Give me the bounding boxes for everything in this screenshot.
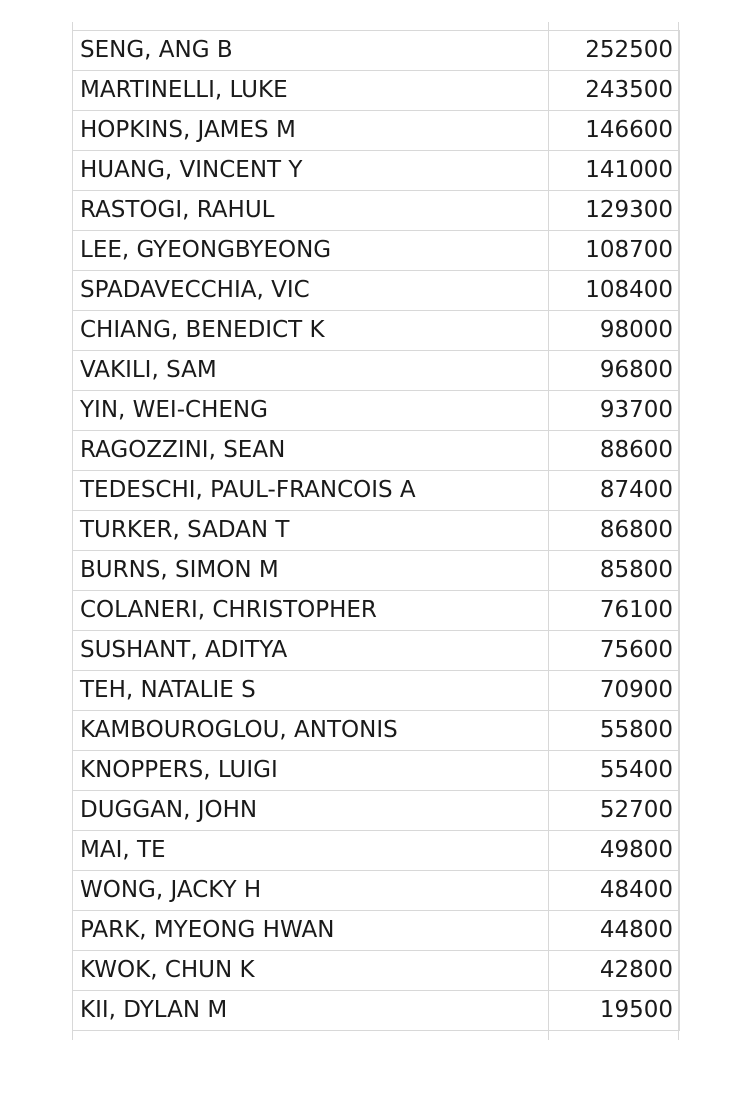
table-row: [73, 431, 680, 471]
table-row: [73, 71, 680, 111]
amount-cell[interactable]: 86800: [549, 511, 680, 551]
amount-cell[interactable]: 141000: [549, 151, 680, 191]
name-cell[interactable]: MARTINELLI, LUKE: [73, 71, 549, 111]
name-cell[interactable]: BURNS, SIMON M: [73, 551, 549, 591]
table-row: [73, 111, 680, 151]
name-cell[interactable]: HOPKINS, JAMES M: [73, 111, 549, 151]
amount-cell[interactable]: 146600: [549, 111, 680, 151]
name-cell[interactable]: VAKILI, SAM: [73, 351, 549, 391]
amount-cell[interactable]: 48400: [549, 871, 680, 911]
name-cell[interactable]: LEE, GYEONGBYEONG: [73, 231, 549, 271]
table-row: [73, 991, 680, 1031]
table-row: [73, 791, 680, 831]
name-cell[interactable]: KNOPPERS, LUIGI: [73, 751, 549, 791]
name-cell[interactable]: WONG, JACKY H: [73, 871, 549, 911]
amount-cell[interactable]: 75600: [549, 631, 680, 671]
amount-cell[interactable]: 52700: [549, 791, 680, 831]
name-cell[interactable]: TURKER, SADAN T: [73, 511, 549, 551]
table-row: [73, 511, 680, 551]
name-cell[interactable]: SPADAVECCHIA, VIC: [73, 271, 549, 311]
table-row: [73, 351, 680, 391]
name-cell[interactable]: SENG, ANG B: [73, 31, 549, 71]
name-cell[interactable]: SUSHANT, ADITYA: [73, 631, 549, 671]
table-row: [73, 631, 680, 671]
amount-cell[interactable]: 55400: [549, 751, 680, 791]
amount-cell[interactable]: 96800: [549, 351, 680, 391]
name-cell[interactable]: TEH, NATALIE S: [73, 671, 549, 711]
amount-cell[interactable]: 108700: [549, 231, 680, 271]
table-row: [73, 271, 680, 311]
amount-cell[interactable]: 55800: [549, 711, 680, 751]
amount-cell[interactable]: 243500: [549, 71, 680, 111]
amount-cell[interactable]: 87400: [549, 471, 680, 511]
table-row: [73, 471, 680, 511]
name-cell[interactable]: TEDESCHI, PAUL-FRANCOIS A: [73, 471, 549, 511]
name-cell[interactable]: RASTOGI, RAHUL: [73, 191, 549, 231]
name-cell[interactable]: MAI, TE: [73, 831, 549, 871]
amount-cell[interactable]: 98000: [549, 311, 680, 351]
table-row: [73, 551, 680, 591]
name-cell[interactable]: KII, DYLAN M: [73, 991, 549, 1031]
table-row: [73, 31, 680, 71]
table-row: [73, 671, 680, 711]
amount-cell[interactable]: 85800: [549, 551, 680, 591]
table-body: [73, 31, 680, 1031]
name-cell[interactable]: KAMBOUROGLOU, ANTONIS: [73, 711, 549, 751]
amount-cell[interactable]: 108400: [549, 271, 680, 311]
name-cell[interactable]: COLANERI, CHRISTOPHER: [73, 591, 549, 631]
name-cell[interactable]: YIN, WEI-CHENG: [73, 391, 549, 431]
table-row: [73, 871, 680, 911]
name-cell[interactable]: RAGOZZINI, SEAN: [73, 431, 549, 471]
name-cell[interactable]: PARK, MYEONG HWAN: [73, 911, 549, 951]
amount-cell[interactable]: 42800: [549, 951, 680, 991]
table-row: [73, 711, 680, 751]
amount-cell[interactable]: 129300: [549, 191, 680, 231]
amount-cell[interactable]: 49800: [549, 831, 680, 871]
table-row: [73, 751, 680, 791]
data-table: [72, 30, 680, 1031]
spreadsheet-grid: [72, 22, 680, 1040]
name-cell[interactable]: HUANG, VINCENT Y: [73, 151, 549, 191]
amount-cell[interactable]: 70900: [549, 671, 680, 711]
table-row: [73, 191, 680, 231]
table-row: [73, 231, 680, 271]
amount-cell[interactable]: 44800: [549, 911, 680, 951]
name-cell[interactable]: KWOK, CHUN K: [73, 951, 549, 991]
table-row: [73, 151, 680, 191]
amount-cell[interactable]: 252500: [549, 31, 680, 71]
amount-cell[interactable]: 88600: [549, 431, 680, 471]
table-row: [73, 831, 680, 871]
amount-cell[interactable]: 19500: [549, 991, 680, 1031]
table-row: [73, 911, 680, 951]
name-cell[interactable]: CHIANG, BENEDICT K: [73, 311, 549, 351]
name-cell[interactable]: DUGGAN, JOHN: [73, 791, 549, 831]
table-row: [73, 591, 680, 631]
amount-cell[interactable]: 93700: [549, 391, 680, 431]
amount-cell[interactable]: 76100: [549, 591, 680, 631]
table-row: [73, 951, 680, 991]
table-row: [73, 391, 680, 431]
table-row: [73, 311, 680, 351]
